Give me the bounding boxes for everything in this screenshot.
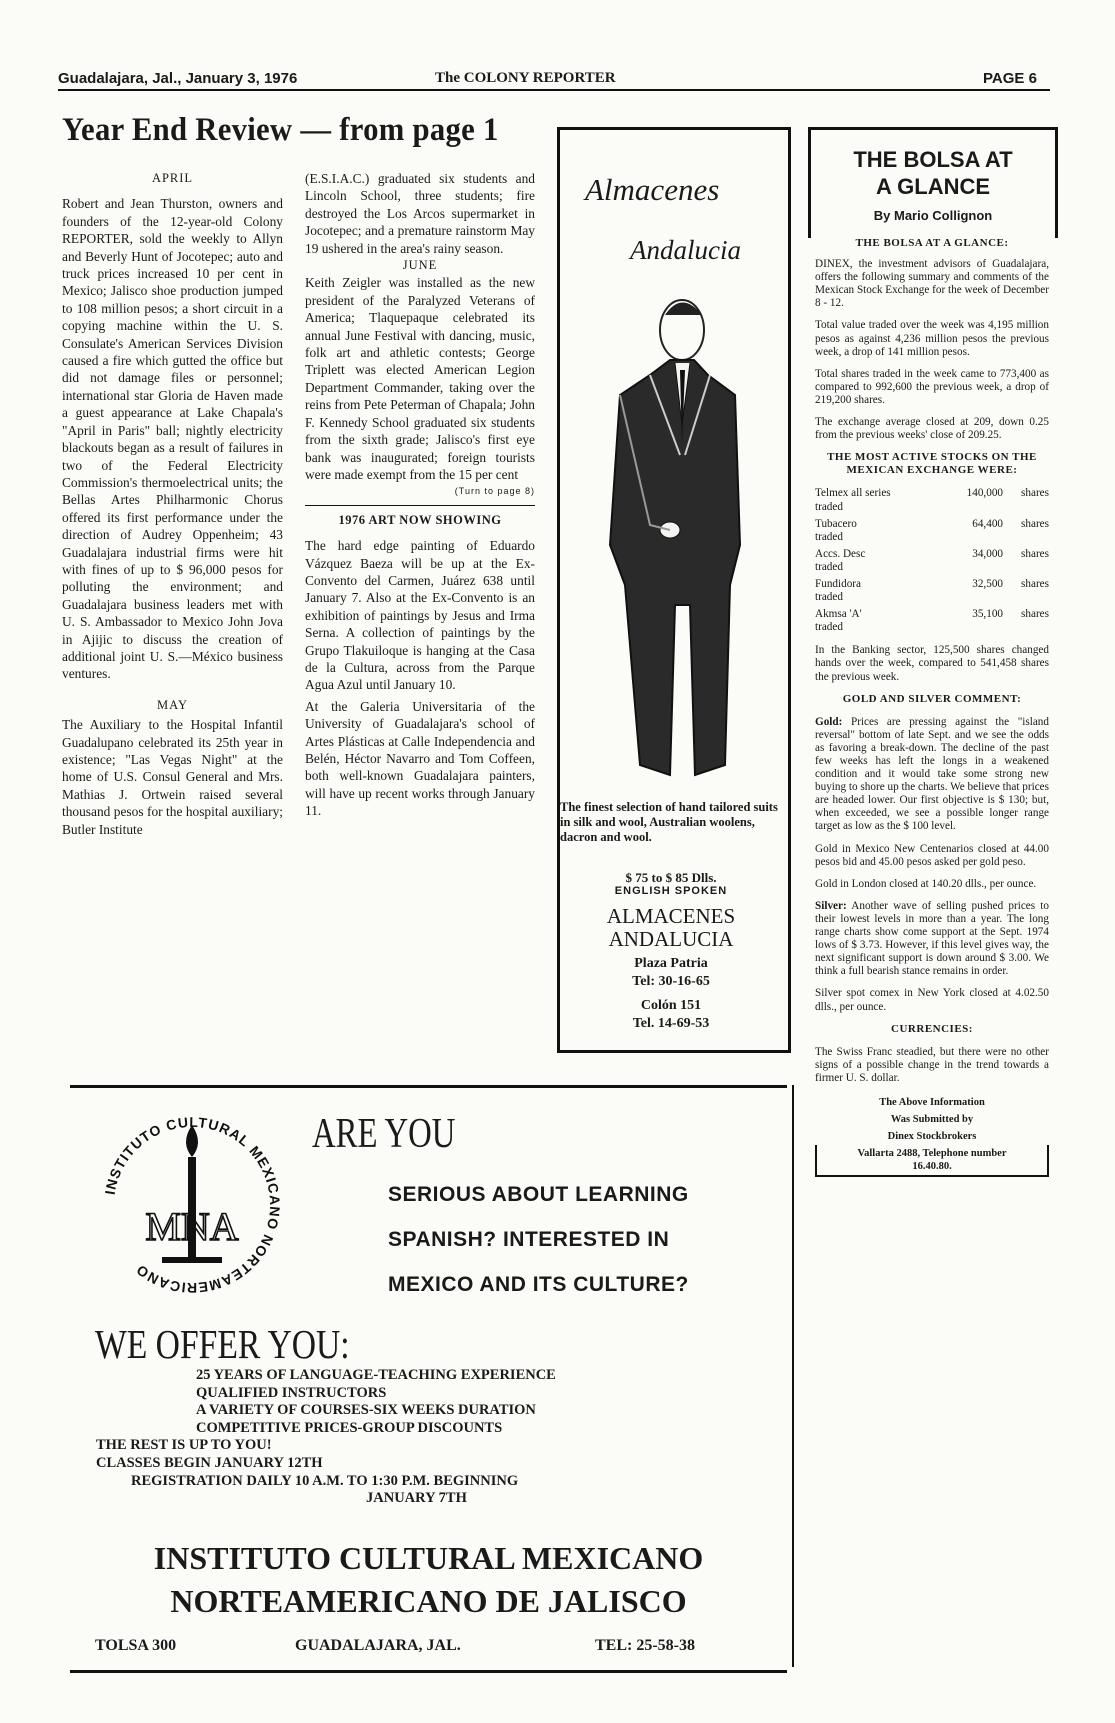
art-paragraph-2: At the Galeria Universitaria of the University of Guadalajara's school of Artes Plásticas at Calle Independencia and Belén, Héctor Navarro and Tom Coffeen, both well-known Guadalajara painters, will have up recent works through January 11. [305,698,535,819]
instituto-name-line-1: INSTITUTO CULTURAL MEXICANO [153,1540,704,1576]
offer-line: A VARIETY OF COURSES-SIX WEEKS DURATION [196,1402,536,1419]
bolsa-footer-line-2: Was Submitted by [890,1113,974,1125]
bolsa-contact-line-2: 16.40.80. [912,1160,952,1172]
bolsa-paragraph-1: DINEX, the investment advisors of Guadalajara, offers the following summary and comments of the Mexican Stock Exchange for the week of December 8 - 12. [815,258,1049,310]
june-heading: JUNE [402,258,438,273]
currencies-text: The Swiss Franc steadied, but there were no other signs of a possible change in the trend towards a firmer U. S. dollar. [815,1045,1049,1084]
bolsa-column [815,237,1049,1177]
instituto-seal-logo [92,1105,292,1305]
almacenes-address-1: Plaza Patria [634,956,708,971]
dateline: Guadalajara, Jal., January 3, 1976 [58,70,298,87]
currencies-heading: CURRENCIES: [891,1022,973,1035]
turn-page-note: (Turn to page 8) [454,486,535,497]
suited-man-illustration [590,285,760,795]
stock-row: Akmsa 'A' traded 35,100 shares [815,608,1049,634]
silver-comment: Silver: Another wave of selling pushed prices to their lowest levels in more than a year. The long range charts show come support at the Sept. 1974 lows of $ 3.73. However, if this level gives way, the next significant support is down around $ 3.00. We think a full bearish stance remains in order. [815,899,1049,978]
bolsa-contact-line-1: Vallarta 2488, Telephone number [857,1147,1007,1159]
offer-list [96,1367,786,1508]
bolsa-paragraph-2: Total value traded over the week was 4,195 million pesos as against 4,236 million pesos the previous week, a drop of 141 million pesos. [815,319,1049,358]
almacenes-tagline: The finest selection of hand tailored suits in silk and wool, Australian woolens, dacron and wool. [560,800,782,845]
offer-line: QUALIFIED INSTRUCTORS [196,1384,387,1401]
masthead-rule [58,89,1050,91]
stock-row: Telmex all series traded 140,000 shares [815,487,1049,513]
gold-london: Gold in London closed at 140.20 dlls., per ounce. [815,877,1037,890]
almacenes-brand-line-1: Almacenes [585,172,720,207]
gold-silver-heading: GOLD AND SILVER COMMENT: [842,692,1022,705]
instituto-phone: TEL: 25-58-38 [595,1637,695,1654]
paper-name: The COLONY REPORTER [435,70,616,86]
april-text: Robert and Jean Thurston, owners and founders of the 12-year-old Colony REPORTER, sold the weekly to Allyn and Beverly Hunt of Jocotepec; auto and truck prices increased 10 per cent in Mexico; Jalisco shoe production jumped to 108 million pesos; a short circuit in a copying machine within the U. S. Consulate's American Services Division caused a fire which gutted the office but did not damage files or personnel; international star Gloria de Haven made a guest appearance at Lake Chapala's "April in Paris" ball; nightly electricity blackouts began as a result of failures in two of the Federal Electricity Commission's thermoelectrical units; the Bellas Artes Philharmonic Chorus offered its first performance under the direction of Audrey Oppenheim; 43 Guadalajara industrial firms were hit with fines of up to $ 96,000 pesos for polluting the environment; and Guadalajara business leaders met with U. S. Ambassador to Mexico John Jova in Ajijic to discuss the creation of additional joint U. S.—México business ventures. [62,196,283,682]
are-you-heading: ARE YOU [312,1111,456,1157]
silver-spot: Silver spot comex in New York closed at 4.02.50 dlls., per ounce. [815,987,1049,1013]
offer-line: REGISTRATION DAILY 10 A.M. TO 1:30 P.M. BEGINNING [131,1472,519,1489]
bolsa-footer-line-3: Dinex Stockbrokers [887,1130,977,1142]
bolsa-kicker: THE BOLSA AT A GLANCE: [855,237,1009,249]
offer-line: CLASSES BEGIN JANUARY 12TH [96,1454,323,1471]
instituto-address: TOLSA 300 [95,1637,177,1654]
question-line-2: SPANISH? INTERESTED IN [388,1228,670,1251]
bolsa-contact-box [815,1145,1049,1177]
we-offer-heading: WE OFFER YOU: [95,1321,350,1367]
bolsa-paragraph-3: Total shares traded in the week came to 773,400 as compared to 992,600 the previous week, a drop of 219,200 shares. [815,367,1049,406]
bolsa-footer [815,1094,1049,1177]
almacenes-english-spoken: ENGLISH SPOKEN [614,885,728,897]
gold-mexico: Gold in Mexico New Centenarios closed at 44.00 pesos bid and 45.00 pesos asked per gold peso. [815,842,1049,868]
almacenes-address-2: Colón 151 [640,998,702,1013]
art-paragraph-1: The hard edge painting of Eduardo Vázquez Baeza will be up at the Ex-Convento del Carmen, Juárez 638 until January 7. Also at the Ex-Convento is an exhibition of paintings by Jesus and Irma Serna. A collection of paintings by the Grupo Tlakuiloque is hanging at the Casa de la Cultura, across from the Parque Agua Azul until January 10. [305,538,535,693]
offer-line: JANUARY 7TH [366,1490,467,1507]
offer-line: THE REST IS UP TO YOU! [96,1437,272,1454]
stock-row: Accs. Desc traded 34,000 shares [815,547,1049,573]
june-text: Keith Zeigler was installed as the new president of the Paralyzed Veterans of America; Tlaquepaque celebrated its annual June Festival with dancing, music, folk art and athletic contests; George Triplett was elected American Legion Department Commander, taking over the reins from Pete Peterman of Chapala; John F. Kennedy School graduated six students from the sixth grade; Jalisco's first eye bank was inaugurated; foreign tourists were made exempt from the 15 per cent [305,275,535,482]
almacenes-phone-2: Tel. 14-69-53 [632,1016,710,1031]
review-column-1 [62,170,283,838]
offer-line: 25 YEARS OF LANGUAGE-TEACHING EXPERIENCE [196,1367,556,1383]
bolsa-title [808,146,1058,200]
svg-text:INSTITUTO CULTURAL MEXICANO NO: INSTITUTO CULTURAL MEXICANO NORTEAMERICANO [101,1113,284,1297]
almacenes-brand-line-2: Andalucia [630,235,741,265]
almacenes-price: $ 75 to $ 85 Dlls. [625,870,717,885]
column-divider [792,1085,794,1667]
almacenes-phone-1: Tel: 30-16-65 [632,974,710,989]
headline: Year End Review — from page 1 [62,112,499,148]
may-heading: MAY [156,697,189,712]
col2-text: (E.S.I.A.C.) graduated six students and Lincoln School, three students; fire destroyed the Los Arcos supermarket in Jocotepec; and a premature rainstorm May 19 ushered in the area's rainy season. [305,171,535,256]
svg-text:MNA: MNA [145,1204,239,1249]
most-active-heading: THE MOST ACTIVE STOCKS ON THE MEXICAN EXCHANGE WERE: [827,451,1037,477]
almacenes-name-line-2: ANDALUCIA [608,927,734,951]
bolsa-title-line-1: THE BOLSA AT [853,147,1013,172]
april-heading: APRIL [151,171,194,185]
offer-line: COMPETITIVE PRICES-GROUP DISCOUNTS [196,1419,503,1436]
bolsa-paragraph-4: The exchange average closed at 209, down 0.25 from the previous weeks' close of 209.25. [815,416,1049,442]
bolsa-byline: By Mario Collignon [873,208,993,223]
instituto-name-line-2: NORTEAMERICANO DE JALISCO [170,1583,687,1619]
almacenes-name-line-1: ALMACENES [606,904,736,928]
bolsa-title-line-2: A GLANCE [875,174,991,199]
stock-row: Fundidora traded 32,500 shares [815,577,1049,604]
page-number: PAGE 6 [983,70,1037,87]
may-text: The Auxiliary to the Hospital Infantil Guadalupano celebrated its 25th year in existence; "Las Vegas Night" at the home of U.S. Consul General and Mrs. Mathias J. Ortwein raised several thousand pesos for the hospital auxiliary; Butler Institute [62,717,283,837]
question-line-1: SERIOUS ABOUT LEARNING [388,1183,689,1206]
almacenes-name [560,905,782,951]
banking-sector: In the Banking sector, 125,500 shares changed hands over the week, compared to 541,458 shares the previous week. [815,644,1049,683]
stock-row: Tubacero traded 64,400 shares [815,517,1049,543]
almacenes-addresses [560,955,782,1033]
gold-comment: Gold: Prices are pressing against the "island reversal" bottom of late Sept. and we see the odds as favoring a break-down. The decline of the past few weeks has left the longs in a weakened condition and it would take some strong new buying to shore up the charts. We believe that prices are headed lower. Our first objective is $ 130; but, when exceeded, we see a possible longer range target as low as the $ 100 level. [815,715,1049,833]
art-heading: 1976 ART NOW SHOWING [338,512,502,527]
review-column-2 [305,170,535,820]
bolsa-footer-line-1: The Above Information [879,1096,985,1108]
question-line-3: MEXICO AND ITS CULTURE? [388,1273,689,1296]
instituto-city: GUADALAJARA, JAL. [295,1637,461,1654]
